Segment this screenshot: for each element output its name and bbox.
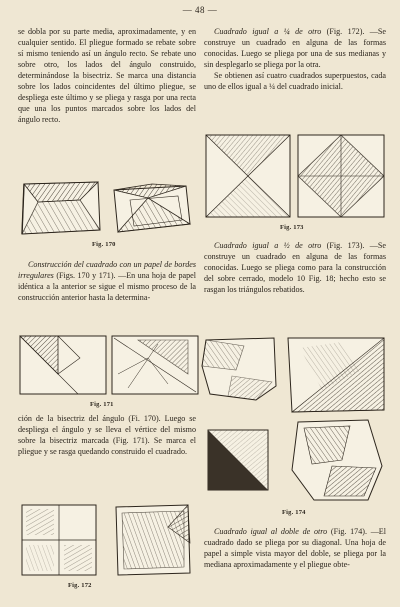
fig-173-caption: Fig. 173 xyxy=(280,224,304,231)
left-section-square xyxy=(18,259,196,303)
fig-174-caption: Fig. 174 xyxy=(282,509,306,516)
square-irregular-heading-tail: (Figs. 170 y 171). xyxy=(53,271,116,281)
half-square-heading: Cuadrado igual a ½ de otro xyxy=(214,241,322,250)
double-square-heading: Cuadrado igual al doble de otro xyxy=(214,527,328,536)
right-double-section xyxy=(204,526,386,570)
double-square-heading-tail: (Fig. 174). xyxy=(327,527,367,536)
paragraph-continue: ción de la bisectriz del ángulo (Fi. 170). Luego se despliega el ángulo y se lleva el vértice del mismo sobre la bisectriz marcada (Fig. 171). Se marca el pliegue y se rasga quedando construido el cuadrado. xyxy=(18,414,196,457)
fig-171-caption: Fig. 171 xyxy=(90,401,114,408)
right-column xyxy=(204,24,386,92)
page-number: — 48 — xyxy=(182,5,218,15)
square-irregular-heading: Construcción del cuadrado con un papel de bordes irregulares xyxy=(18,260,196,281)
left-column xyxy=(18,24,196,125)
double-square-body: —El cuadrado dado se pliega por su diagonal. Una hoja de papel a simple vista mayor del doble, se pliega por la mediana aproximadamente y el pliegue obte- xyxy=(204,527,386,570)
paragraph-intro: se dobla por su parte media, aproximadamente, y en cualquier sentido. El pliegue formado se rebate sobre sí mismo teniendo así un ángulo recto. Se rebate uno sobre otro, los lados del ángulo construido, determinándose la bisectriz. Se marca una distancia sobre los lados coincidentes del último pliegue, se despliega este último y se pliega y rasga por una recta que una los puntos marcados sobre los lados del ángulo recto. xyxy=(18,27,196,125)
half-square-body: —Se construye un cuadrado en alguna de las formas conocidas. Luego se pliega como para la construcción del sobre cerrado, modelo 10 Fig. 18; hecho esto se rasgan los triángulos rebatidos. xyxy=(204,241,386,295)
quarter-square-body: —Se construye un cuadrado en alguna de las formas conocidas. Luego se pliega por una de sus medianas y sin desplegarlo se pliega por la otra. xyxy=(204,27,386,70)
figure-174 xyxy=(192,336,388,506)
figure-171 xyxy=(18,334,200,396)
quarter-square-result: Se obtienen así cuatro cuadrados superpuestos, cada uno de ellos igual a ¼ del cuadrado inicial. xyxy=(204,71,386,92)
figure-172 xyxy=(18,503,196,579)
quarter-square-paragraph xyxy=(204,26,386,70)
left-continue xyxy=(18,413,196,457)
figure-170 xyxy=(18,180,196,238)
fig-170-caption: Fig. 170 xyxy=(92,241,116,248)
double-square-paragraph xyxy=(204,526,386,570)
fig-172-caption: Fig. 172 xyxy=(68,582,92,589)
right-half-section xyxy=(204,240,386,295)
quarter-square-heading-tail: (Fig. 172). xyxy=(321,27,365,36)
square-irregular-body: —En una hoja de papel idéntica a la anterior se sigue el mismo proceso de la construcción anterior hasta la determina- xyxy=(18,271,196,303)
square-irregular-paragraph xyxy=(18,259,196,303)
half-square-heading-tail: (Fig. 173). xyxy=(321,241,365,250)
quarter-square-heading: Cuadrado igual a ¼ de otro xyxy=(214,27,322,36)
figure-173 xyxy=(204,133,386,221)
half-square-paragraph xyxy=(204,240,386,295)
